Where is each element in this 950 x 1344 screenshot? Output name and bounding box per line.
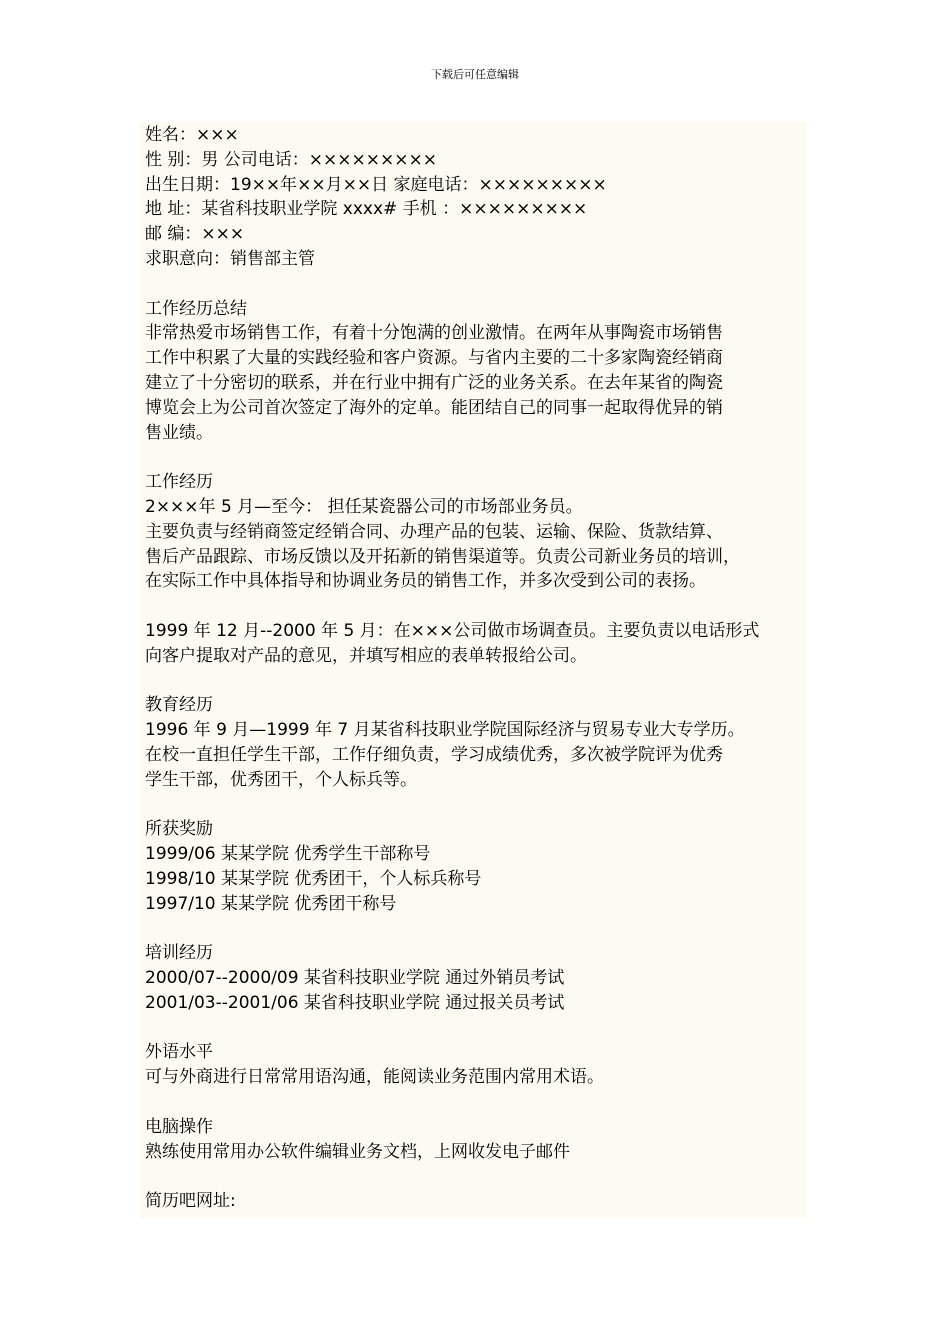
section-title: 电脑操作	[145, 1116, 213, 1137]
award-line: 1998/10 某某学院 优秀团干，个人标兵称号	[145, 868, 482, 889]
spacer	[145, 1164, 813, 1189]
section-title: 所获奖励	[145, 819, 213, 840]
job-entry-line: 1999 年 12 月--2000 年 5 月：在×××公司做市场调查员。主要负责以电话形式	[145, 620, 760, 641]
education-section	[145, 693, 813, 792]
training-section	[145, 941, 813, 1015]
spacer	[145, 1090, 813, 1115]
job-entry-line: 2×××年 5 月—至今： 担任某瓷器公司的市场部业务员。	[145, 496, 583, 517]
spacer	[145, 594, 813, 619]
resume-body	[145, 123, 813, 1214]
spacer	[145, 917, 813, 942]
training-line: 2000/07--2000/09 某省科技职业学院 通过外销员考试	[145, 968, 565, 989]
section-title: 简历吧网址:	[145, 1191, 236, 1212]
paragraph-line: 博览会上为公司首次签定了海外的定单。能团结自己的同事一起取得优异的销	[145, 397, 723, 418]
spacer	[145, 1016, 813, 1041]
job-entry-line: 售后产品跟踪、市场反馈以及开拓新的销售渠道等。负责公司新业务员的培训，	[145, 546, 740, 567]
section-title: 培训经历	[145, 943, 213, 964]
job-entry-line: 主要负责与经销商签定经销合同、办理产品的包装、运输、保险、货款结算、	[145, 521, 723, 542]
award-line: 1997/10 某某学院 优秀团干称号	[145, 893, 397, 914]
job-intention-line: 求职意向：销售部主管	[145, 248, 315, 269]
paragraph-line: 工作中积累了大量的实践经验和客户资源。与省内主要的二十多家陶瓷经销商	[145, 348, 723, 369]
training-line: 2001/03--2001/06 某省科技职业学院 通过报关员考试	[145, 992, 565, 1013]
basic-info-section	[145, 123, 813, 272]
language-section	[145, 1040, 813, 1090]
computer-section	[145, 1115, 813, 1165]
award-line: 1999/06 某某学院 优秀学生干部称号	[145, 844, 431, 865]
section-title: 工作经历	[145, 472, 213, 493]
paragraph-line: 售业绩。	[145, 422, 213, 443]
job-entry-line: 向客户提取对产品的意见，并填写相应的表单转报给公司。	[145, 645, 587, 666]
work-summary-section	[145, 297, 813, 446]
section-title: 教育经历	[145, 695, 213, 716]
page-header: 下载后可任意编辑	[431, 68, 519, 81]
paragraph-line: 建立了十分密切的联系，并在行业中拥有广泛的业务关系。在去年某省的陶瓷	[145, 372, 723, 393]
education-line: 学生干部，优秀团干，个人标兵等。	[145, 769, 417, 790]
spacer	[145, 272, 813, 297]
language-line: 可与外商进行日常常用语沟通，能阅读业务范围内常用术语。	[145, 1067, 604, 1088]
name-line: 姓名：×××	[145, 125, 239, 145]
postcode-line: 邮 编：×××	[145, 224, 245, 245]
website-section	[145, 1189, 813, 1214]
job-entry-line: 在实际工作中具体指导和协调业务员的销售工作，并多次受到公司的表扬。	[145, 571, 706, 592]
spacer	[145, 445, 813, 470]
awards-section	[145, 817, 813, 916]
paragraph-line: 非常热爱市场销售工作，有着十分饱满的创业激情。在两年从事陶瓷市场销售	[145, 323, 723, 344]
birthdate-line: 出生日期：19××年××月××日 家庭电话：×××××××××	[145, 174, 607, 195]
computer-line: 熟练使用常用办公软件编辑业务文档，上网收发电子邮件	[145, 1141, 570, 1162]
education-line: 在校一直担任学生干部，工作仔细负责，学习成绩优秀，多次被学院评为优秀	[145, 744, 723, 765]
education-line: 1996 年 9 月—1999 年 7 月某省科技职业学院国际经济与贸易专业大专学历。	[145, 720, 745, 741]
address-line: 地 址：某省科技职业学院 xxxx# 手机 ：×××××××××	[145, 199, 588, 220]
gender-phone-line: 性 别：男 公司电话：×××××××××	[145, 149, 438, 170]
spacer	[145, 669, 813, 694]
work-history-section	[145, 470, 813, 668]
section-title: 工作经历总结	[145, 298, 247, 319]
section-title: 外语水平	[145, 1042, 213, 1063]
spacer	[145, 793, 813, 818]
